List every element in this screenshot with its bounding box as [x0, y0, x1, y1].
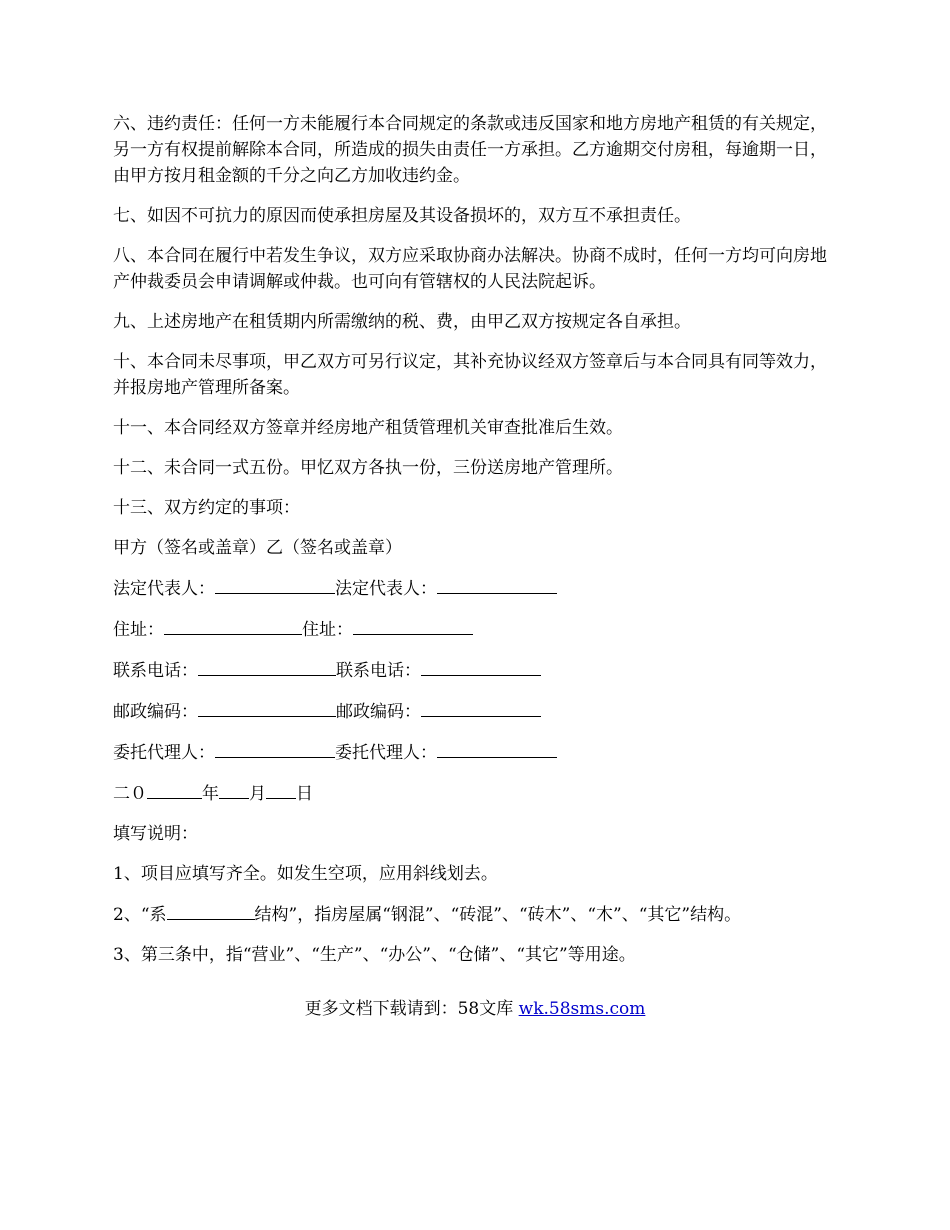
date-line: [113, 780, 843, 807]
postal-label-b: 邮政编码：: [336, 702, 421, 722]
phone-blank-b: [421, 657, 541, 676]
date-year-blank: [147, 780, 202, 799]
clause-9: 九、上述房地产在租赁期内所需缴纳的税、费，由甲乙双方按规定各自承担。: [113, 312, 691, 332]
agent-line: [113, 739, 843, 766]
clause-12: 十二、未合同一式五份。甲忆双方各执一份，三份送房地产管理所。: [113, 458, 623, 478]
signature-parties: 甲方（签名或盖章）乙（签名或盖章）: [113, 538, 402, 558]
agent-blank-b: [437, 739, 557, 758]
note-2-prefix: 2、“系: [113, 905, 167, 925]
postal-label-a: 邮政编码：: [113, 702, 198, 722]
address-label-b: 住址：: [302, 620, 353, 640]
note-3: 3、第三条中，指“营业”、“生产”、“办公”、“仓储”、“其它”等用途。: [113, 945, 636, 965]
footer-text: 更多文档下载请到：58文库: [304, 999, 514, 1019]
footer: [0, 996, 950, 1022]
date-day-blank: [266, 780, 296, 799]
legal-rep-label-b: 法定代表人：: [335, 579, 437, 599]
postal-blank-a: [198, 698, 336, 717]
agent-label-b: 委托代理人：: [335, 743, 437, 763]
date-month-blank: [219, 780, 249, 799]
postal-line: [113, 698, 843, 725]
legal-rep-blank-a: [215, 575, 335, 594]
clause-8: 八、本合同在履行中若发生争议，双方应采取协商办法解决。协商不成时，任何一方均可向房地产仲裁委员会申请调解或仲裁。也可向有管辖权的人民法院起诉。: [113, 246, 827, 292]
clause-6: 六、违约责任：任何一方未能履行本合同规定的条款或违反国家和地方房地产租赁的有关规定，另一方有权提前解除本合同，所造成的损失由责任一方承担。乙方逾期交付房租，每逾期一日，由甲方按月租金额的千分之向乙方加收违约金。: [113, 114, 827, 186]
note-1: 1、项目应填写齐全。如发生空项，应用斜线划去。: [113, 864, 498, 884]
clause-7: 七、如因不可抗力的原因而使承担房屋及其设备损坏的，双方互不承担责任。: [113, 206, 691, 226]
postal-blank-b: [421, 698, 541, 717]
address-label-a: 住址：: [113, 620, 164, 640]
legal-rep-line: [113, 575, 843, 602]
clause-11: 十一、本合同经双方签章并经房地产租赁管理机关审查批准后生效。: [113, 418, 623, 438]
clause-10: 十、本合同未尽事项，甲乙双方可另行议定，其补充协议经双方签章后与本合同具有同等效力，并报房地产管理所备案。: [113, 352, 827, 398]
footer-link[interactable]: wk.58sms.com: [518, 999, 646, 1019]
agent-label-a: 委托代理人：: [113, 743, 215, 763]
notes-title: 填写说明：: [113, 824, 198, 844]
note-2: [113, 901, 843, 928]
note-2-suffix: 结构”，指房屋属“钢混”、“砖混”、“砖木”、“木”、“其它”结构。: [254, 905, 742, 925]
address-line: [113, 616, 843, 643]
note-2-blank: [167, 901, 255, 920]
phone-line: [113, 657, 843, 684]
date-month-label: 月: [249, 784, 266, 804]
address-blank-b: [353, 616, 473, 635]
legal-rep-blank-b: [437, 575, 557, 594]
date-prefix: 二０: [113, 784, 147, 804]
phone-label-b: 联系电话：: [336, 661, 421, 681]
legal-rep-label-a: 法定代表人：: [113, 579, 215, 599]
date-year-label: 年: [202, 784, 219, 804]
clause-13: 十三、双方约定的事项：: [113, 498, 300, 518]
document-body: [113, 111, 843, 982]
date-day-label: 日: [296, 784, 313, 804]
agent-blank-a: [215, 739, 335, 758]
phone-label-a: 联系电话：: [113, 661, 198, 681]
address-blank-a: [164, 616, 302, 635]
phone-blank-a: [198, 657, 336, 676]
